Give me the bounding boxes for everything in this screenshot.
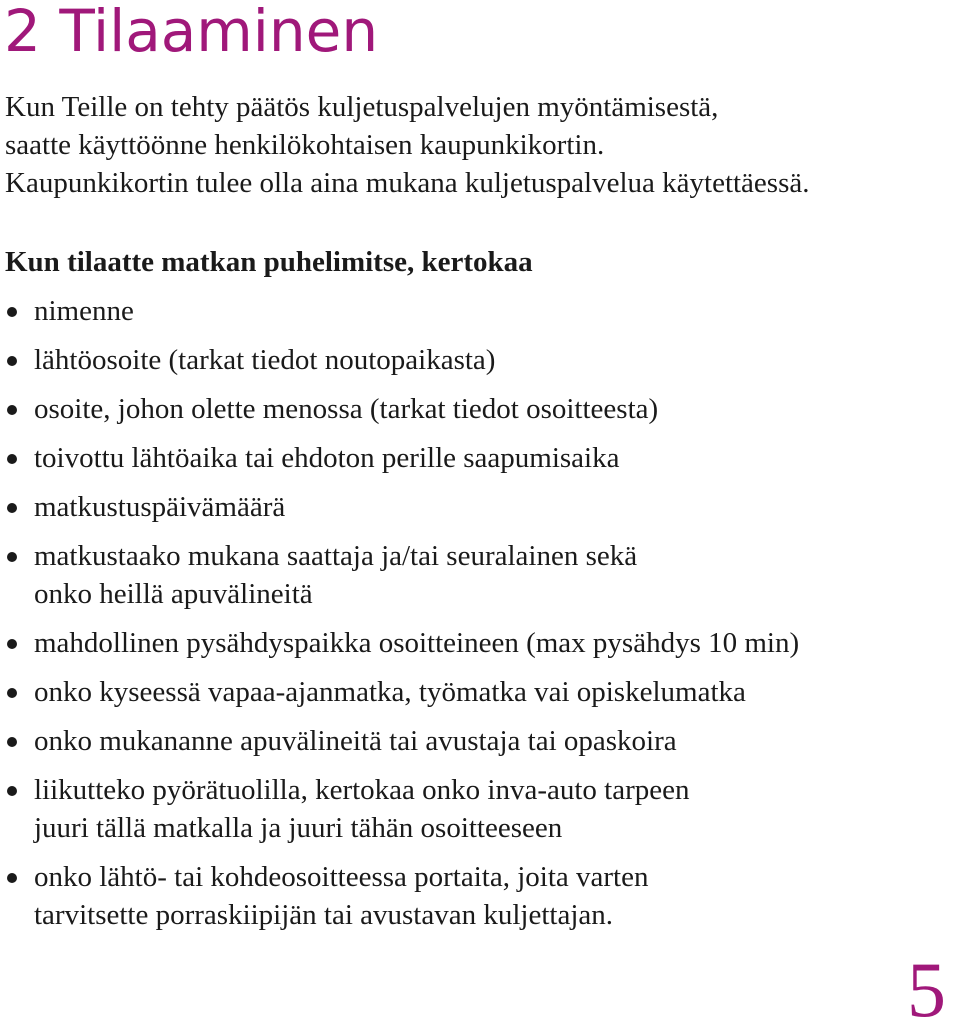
bullet-icon <box>7 307 17 317</box>
list-item <box>0 624 960 662</box>
bullet-icon <box>7 552 17 562</box>
bullet-icon <box>7 454 17 464</box>
list-item-text: mahdollinen pysähdyspaikka osoitteineen (max pysähdys 10 min) <box>34 627 800 659</box>
section-subheading: Kun tilaatte matkan puhelimitse, kertokaa <box>5 246 533 278</box>
list-item-text: onko mukananne apuvälineitä tai avustaja tai opaskoira <box>34 725 677 757</box>
list-item <box>0 439 960 477</box>
list-item <box>0 341 960 379</box>
bullet-icon <box>7 405 17 415</box>
list-item-text: onko lähtö- tai kohdeosoitteessa portaita, joita varten <box>34 861 649 893</box>
bullet-icon <box>7 356 17 366</box>
list-item-text: osoite, johon olette menossa (tarkat tiedot osoitteesta) <box>34 393 659 425</box>
bullet-icon <box>7 688 17 698</box>
bullet-icon <box>7 873 17 883</box>
page-title: 2 Tilaaminen <box>4 0 379 65</box>
list-item <box>0 858 960 934</box>
list-item <box>0 771 960 847</box>
list-item-text: lähtöosoite (tarkat tiedot noutopaikasta) <box>34 344 496 376</box>
bullet-icon <box>7 639 17 649</box>
list-item <box>0 722 960 760</box>
list-item-text: liikutteko pyörätuolilla, kertokaa onko inva-auto tarpeen <box>34 774 690 806</box>
list-item <box>0 390 960 428</box>
list-item-text: onko kyseessä vapaa-ajanmatka, työmatka vai opiskelumatka <box>34 676 746 708</box>
page-number: 5 <box>907 946 946 1033</box>
bullet-icon <box>7 503 17 513</box>
list-item-text: matkustaako mukana saattaja ja/tai seuralainen sekä <box>34 540 638 572</box>
list-item-text: matkustuspäivämäärä <box>34 491 286 523</box>
bullet-icon <box>7 737 17 747</box>
intro-line: Kun Teille on tehty päätös kuljetuspalvelujen myöntämisestä, <box>5 91 719 123</box>
intro-paragraph <box>5 88 955 202</box>
list-item <box>0 488 960 526</box>
list-item <box>0 673 960 711</box>
list-item-text: toivottu lähtöaika tai ehdoton perille saapumisaika <box>34 442 620 474</box>
intro-line: saatte käyttöönne henkilökohtaisen kaupunkikortin. <box>5 129 605 161</box>
intro-line: Kaupunkikortin tulee olla aina mukana kuljetuspalvelua käytettäessä. <box>5 167 810 199</box>
list-item-text: nimenne <box>34 295 134 327</box>
bullet-icon <box>7 786 17 796</box>
list-item-text: onko heillä apuvälineitä <box>34 578 313 610</box>
list-item <box>0 537 960 613</box>
list-item-text: tarvitsette porraskiipijän tai avustavan kuljettajan. <box>34 899 614 931</box>
list-item <box>0 292 960 330</box>
list-item-text: juuri tällä matkalla ja juuri tähän osoitteeseen <box>34 812 563 844</box>
bullet-list <box>0 292 960 945</box>
